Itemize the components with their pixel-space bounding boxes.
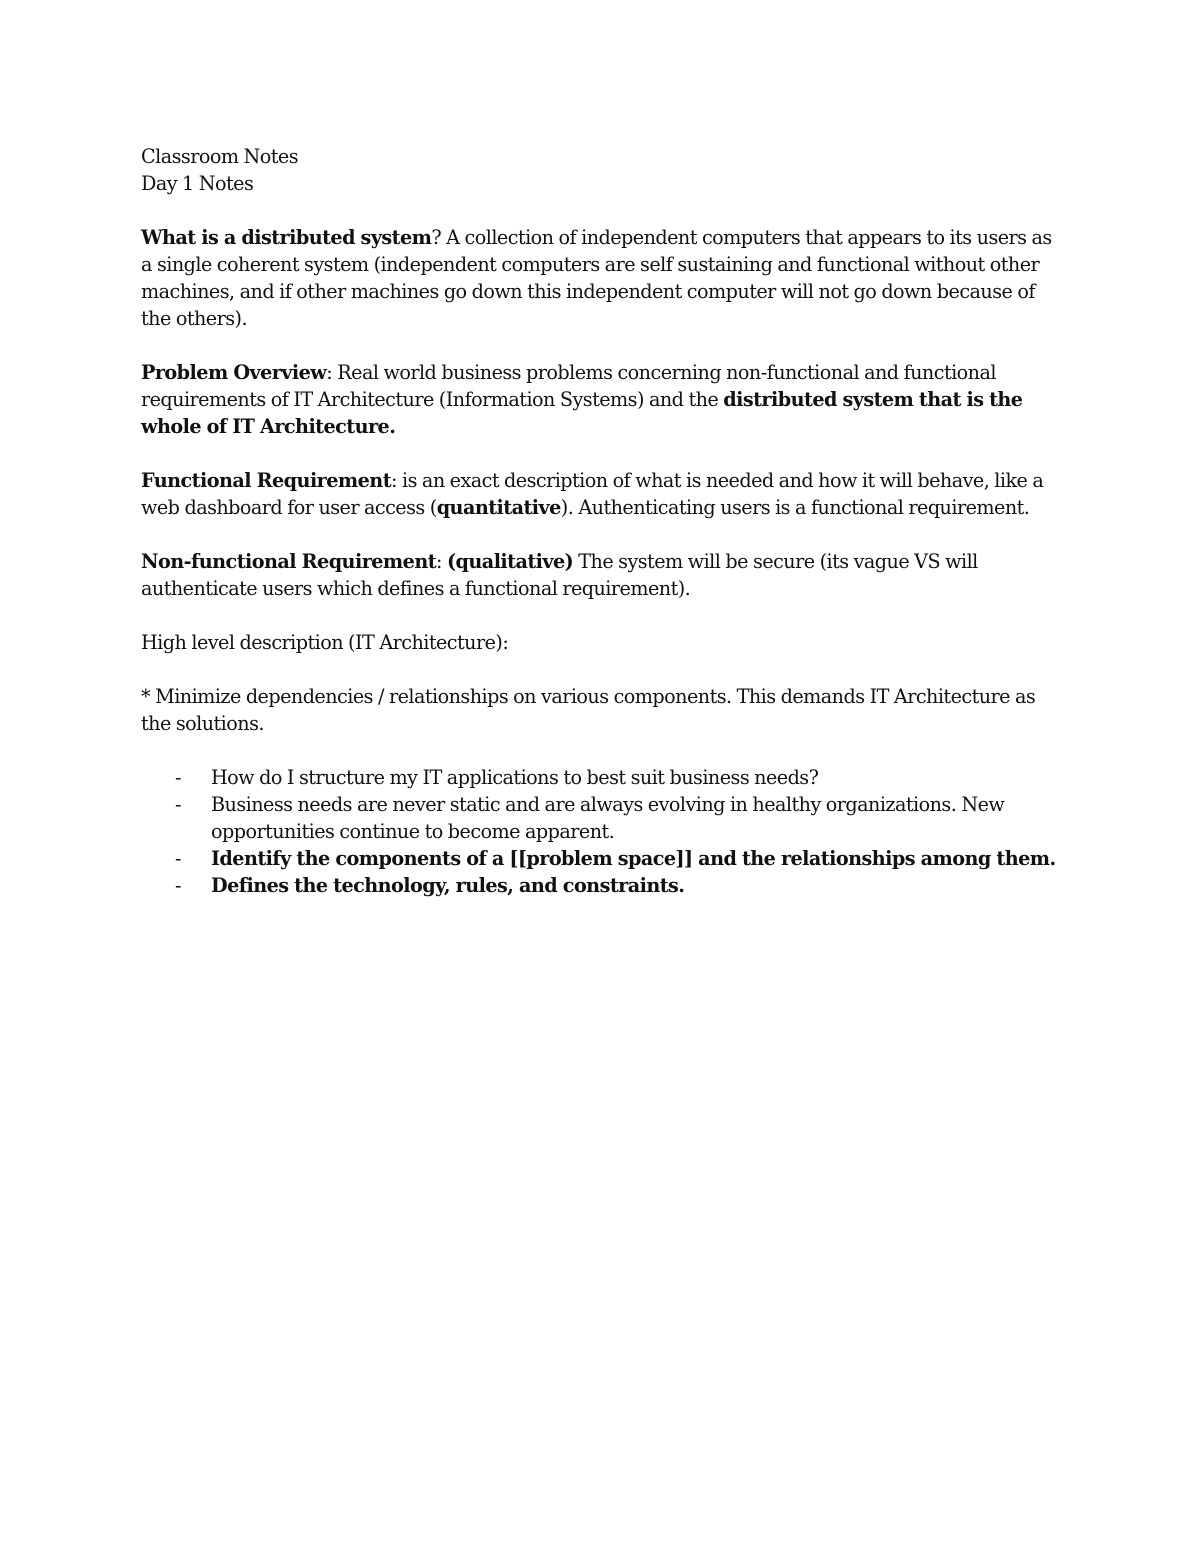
header-title: Classroom Notes	[141, 145, 299, 168]
problem-overview-text: : Real world business problems concerning non-functional and functional requirements of IT Architecture (Information Systems) and the	[141, 361, 996, 411]
list-item-text: Business needs are never static and are always evolving in healthy organizations. New opportunities continue to become apparent.	[211, 793, 1005, 843]
problem-overview-paragraph	[141, 359, 1066, 440]
problem-overview-bold-tail: distributed system that is the whole of IT Architecture.	[141, 388, 1023, 438]
document-body	[141, 143, 1066, 899]
list-item	[141, 764, 1066, 791]
list-item	[141, 845, 1066, 872]
list-item-text: How do I structure my IT applications to best suit business needs?	[211, 766, 819, 789]
problem-overview-term: Problem Overview	[141, 361, 327, 384]
minimize-dependencies-note: * Minimize dependencies / relationships on various components. This demands IT Architecture as the solutions.	[141, 685, 1036, 735]
nonfunctional-requirement-qualitative: (qualitative)	[447, 550, 574, 573]
functional-requirement-text-2: ). Authenticating users is a functional requirement.	[560, 496, 1030, 519]
list-item-text: Defines the technology, rules, and constraints.	[211, 874, 685, 897]
document-header	[141, 143, 1066, 197]
nonfunctional-requirement-paragraph	[141, 548, 1066, 602]
distributed-system-term: What is a distributed system	[141, 226, 432, 249]
high-level-description: High level description (IT Architecture):	[141, 631, 509, 654]
distributed-system-text: ? A collection of independent computers that appears to its users as a single coherent system (independent computers are self sustaining and functional without other machines, and if other machines go down this independent computer will not go down because of the others).	[141, 226, 1052, 330]
nonfunctional-requirement-term: Non-functional Requirement	[141, 550, 437, 573]
dash-marker: -	[175, 766, 181, 789]
bullet-list	[141, 764, 1066, 899]
functional-requirement-text-1: : is an exact description of what is needed and how it will behave, like a web dashboard for user access (	[141, 469, 1044, 519]
nonfunctional-requirement-text-2: The system will be secure (its vague VS will authenticate users which defines a functional requirement).	[141, 550, 978, 600]
nonfunctional-requirement-text-1: :	[436, 550, 448, 573]
list-item	[141, 791, 1066, 845]
list-item	[141, 872, 1066, 899]
distributed-system-paragraph	[141, 224, 1066, 332]
functional-requirement-paragraph	[141, 467, 1066, 521]
dash-marker: -	[175, 874, 181, 897]
header-subtitle: Day 1 Notes	[141, 172, 254, 195]
functional-requirement-term: Functional Requirement	[141, 469, 392, 492]
dash-marker: -	[175, 793, 181, 816]
functional-requirement-quantitative: quantitative	[436, 496, 561, 519]
list-item-text: Identify the components of a [[problem space]] and the relationships among them.	[211, 847, 1056, 870]
dash-marker: -	[175, 847, 181, 870]
